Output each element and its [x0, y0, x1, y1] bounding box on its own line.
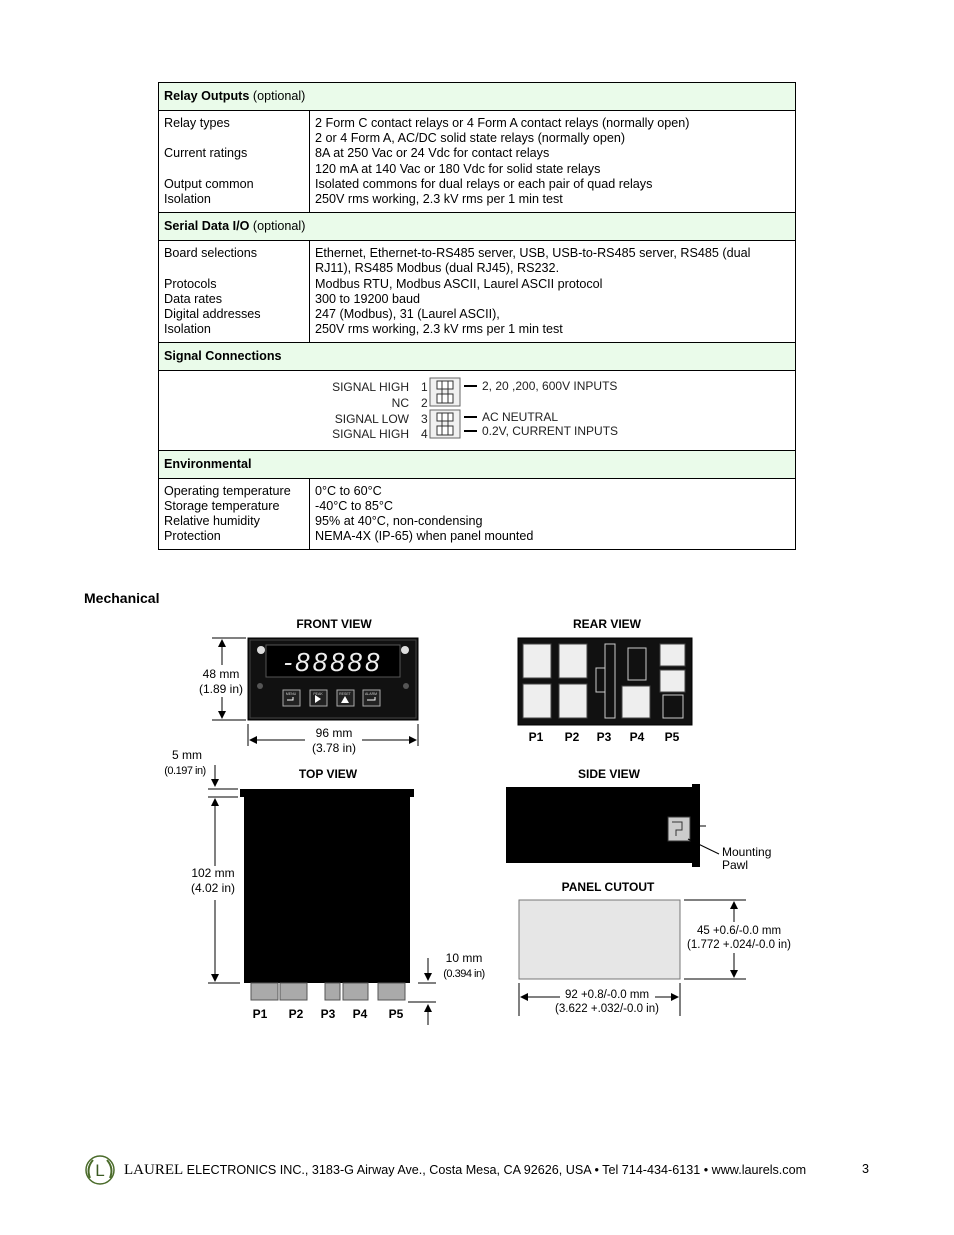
environmental-header: [159, 450, 796, 478]
input-label: 0.2V, CURRENT INPUTS: [482, 424, 619, 439]
serial-labels: [159, 241, 310, 343]
relay-label: Isolation: [164, 191, 211, 206]
pin-name: SIGNAL HIGH: [332, 380, 409, 395]
serial-value: 250V rms working, 2.3 kV rms per 1 min test: [315, 322, 563, 337]
rear-label-p5: P5: [664, 730, 680, 744]
page-footer: [84, 1154, 874, 1188]
mounting-pawl-icon: [668, 817, 690, 841]
pin-number: 4: [421, 427, 428, 442]
bezel-depth-in: (0.197 in): [164, 765, 206, 777]
case-depth-in: (4.02 in): [190, 881, 236, 895]
front-height-mm: 48 mm: [202, 667, 240, 681]
top-label-p4: P4: [352, 1007, 368, 1021]
serial-value: RJ11), RS485 Modbus (dual RJ45), RS232.: [315, 261, 560, 276]
serial-io-title: Serial Data I/O: [164, 219, 250, 234]
environmental-value: 95% at 40°C, non-condensing: [315, 514, 483, 529]
rear-view-title: REAR VIEW: [572, 617, 642, 631]
cutout-height-mm: 45 +0.6/-0.0 mm: [696, 925, 782, 937]
connector-p4: [622, 686, 650, 718]
top-view-title: TOP VIEW: [298, 767, 358, 781]
rear-view-drawing: [518, 638, 692, 725]
environmental-values: [310, 478, 796, 550]
side-view-title: SIDE VIEW: [577, 767, 641, 781]
environmental-label: Protection: [164, 529, 221, 544]
relay-outputs-body: [159, 111, 796, 213]
page-number: 3: [862, 1162, 870, 1176]
relay-outputs-title: Relay Outputs: [164, 89, 250, 103]
serial-label: Digital addresses: [164, 307, 261, 322]
relay-value: 8A at 250 Vac or 24 Vdc for contact relays: [315, 146, 550, 161]
pin-name: SIGNAL HIGH: [332, 427, 409, 442]
serial-value: Ethernet, Ethernet-to-RS485 server, USB, USB-to-RS485 server, RS485 (dual: [315, 246, 751, 261]
pin-number: 1: [421, 380, 428, 395]
top-label-p1: P1: [252, 1007, 268, 1021]
serial-label: Data rates: [164, 291, 223, 306]
serial-io-header: [159, 213, 796, 241]
relay-label: Current ratings: [164, 146, 248, 161]
serial-io-note: (optional): [249, 219, 306, 234]
terminal-block-icon: [430, 378, 460, 438]
alarm-key-label: ALARM: [364, 692, 378, 696]
side-view-drawing: [506, 784, 706, 867]
peak-key-label: PEAK: [313, 692, 323, 696]
input-label: 2, 20 ,200, 600V INPUTS: [482, 379, 618, 394]
footer-brand: LAUREL: [124, 1162, 184, 1178]
top-label-p2: P2: [288, 1007, 304, 1021]
relay-labels: [159, 111, 310, 213]
rear-label-p4: P4: [629, 730, 645, 744]
mechanical-heading: Mechanical: [84, 590, 160, 606]
serial-label: Isolation: [164, 322, 211, 337]
environmental-label: Storage temperature: [164, 498, 280, 513]
environmental-title: Environmental: [164, 456, 252, 471]
relay-outputs-header: [159, 83, 796, 111]
environmental-label: Operating temperature: [164, 483, 291, 498]
input-label: AC NEUTRAL: [482, 410, 559, 425]
connector-p2: [559, 644, 587, 678]
relay-value: 250V rms working, 2.3 kV rms per 1 min test: [315, 192, 563, 207]
front-height-in: (1.89 in): [198, 682, 244, 696]
connector-p5: [660, 644, 685, 666]
connector-p3: [605, 644, 615, 718]
relay-value: 2 or 4 Form A, AC/DC solid state relays (normally open): [315, 131, 626, 146]
serial-label: Protocols: [164, 276, 217, 291]
display-readout: -88888: [283, 647, 383, 677]
relay-outputs-note: (optional): [249, 89, 306, 103]
environmental-body: [159, 478, 796, 550]
environmental-label: Relative humidity: [164, 514, 260, 529]
pin-name: NC: [391, 396, 409, 411]
front-width-mm: 96 mm: [315, 726, 353, 740]
serial-value: 300 to 19200 baud: [315, 291, 421, 306]
signal-connections-title: Signal Connections: [164, 349, 282, 364]
logo-letter: L: [95, 1161, 105, 1180]
environmental-value: NEMA-4X (IP-65) when panel mounted: [315, 529, 534, 544]
environmental-value: 0°C to 60°C: [315, 483, 382, 498]
relay-label: Relay types: [164, 116, 230, 130]
connector-depth-in: (0.394 in): [443, 968, 485, 980]
bezel-depth-mm: 5 mm: [172, 748, 202, 762]
panel-cutout-drawing: [519, 900, 680, 979]
signal-connections-diagram: [159, 371, 795, 445]
cutout-width-mm: 92 +0.8/-0.0 mm: [564, 989, 650, 1001]
relay-values: [310, 111, 796, 213]
mounting-pawl-label-1: Mounting: [722, 845, 772, 859]
relay-value: Isolated commons for dual relays or each pair of quad relays: [315, 176, 653, 191]
pin-name: SIGNAL LOW: [334, 412, 409, 427]
pin-number: 2: [421, 396, 428, 411]
cutout-width-in: (3.622 +.032/-0.0 in): [555, 1003, 659, 1015]
serial-value: Modbus RTU, Modbus ASCII, Laurel ASCII protocol: [315, 276, 603, 291]
case-depth-mm: 102 mm: [191, 866, 235, 880]
serial-values: [310, 241, 796, 343]
screw-icon: [401, 646, 409, 654]
rear-label-p1: P1: [528, 730, 544, 744]
pin-number: 3: [421, 412, 428, 427]
screw-icon: [257, 646, 265, 654]
reset-key-label: RESET: [339, 692, 351, 696]
top-view-drawing: [240, 789, 414, 1000]
front-view-drawing: [248, 638, 418, 720]
signal-diagram-cell: [159, 371, 796, 450]
rear-label-p2: P2: [564, 730, 580, 744]
serial-label: Board selections: [164, 246, 258, 261]
relay-value: 2 Form C contact relays or 4 Form A contact relays (normally open): [315, 116, 690, 130]
top-label-p3: P3: [320, 1007, 336, 1021]
mechanical-drawings: [0, 600, 954, 1040]
laurel-logo: [84, 1154, 118, 1188]
serial-io-body: [159, 241, 796, 343]
relay-label: Output common: [164, 176, 254, 191]
specifications-table: [158, 82, 796, 550]
connector-p1: [523, 644, 551, 678]
serial-value: 247 (Modbus), 31 (Laurel ASCII),: [315, 307, 500, 322]
front-view-title: FRONT VIEW: [296, 617, 372, 631]
footer-company-info: ELECTRONICS INC., 3183-G Airway Ave., Costa Mesa, CA 92626, USA • Tel 714-434-6131 • www.laurels.com: [183, 1163, 807, 1177]
environmental-value: -40°C to 85°C: [315, 498, 393, 513]
top-label-p5: P5: [388, 1007, 404, 1021]
panel-cutout-title: PANEL CUTOUT: [561, 880, 655, 894]
cutout-height-in: (1.772 +.024/-0.0 in): [687, 939, 791, 951]
front-width-in: (3.78 in): [311, 741, 357, 755]
mounting-pawl-label-2: Pawl: [722, 858, 749, 872]
connector-depth-mm: 10 mm: [445, 951, 483, 965]
signal-connections-body: [159, 371, 796, 450]
relay-value: 120 mA at 140 Vac or 180 Vdc for solid state relays: [315, 161, 601, 176]
environmental-labels: [159, 478, 310, 550]
rear-label-p3: P3: [596, 730, 612, 744]
menu-key-label: MENU: [285, 692, 297, 696]
signal-connections-header: [159, 343, 796, 371]
